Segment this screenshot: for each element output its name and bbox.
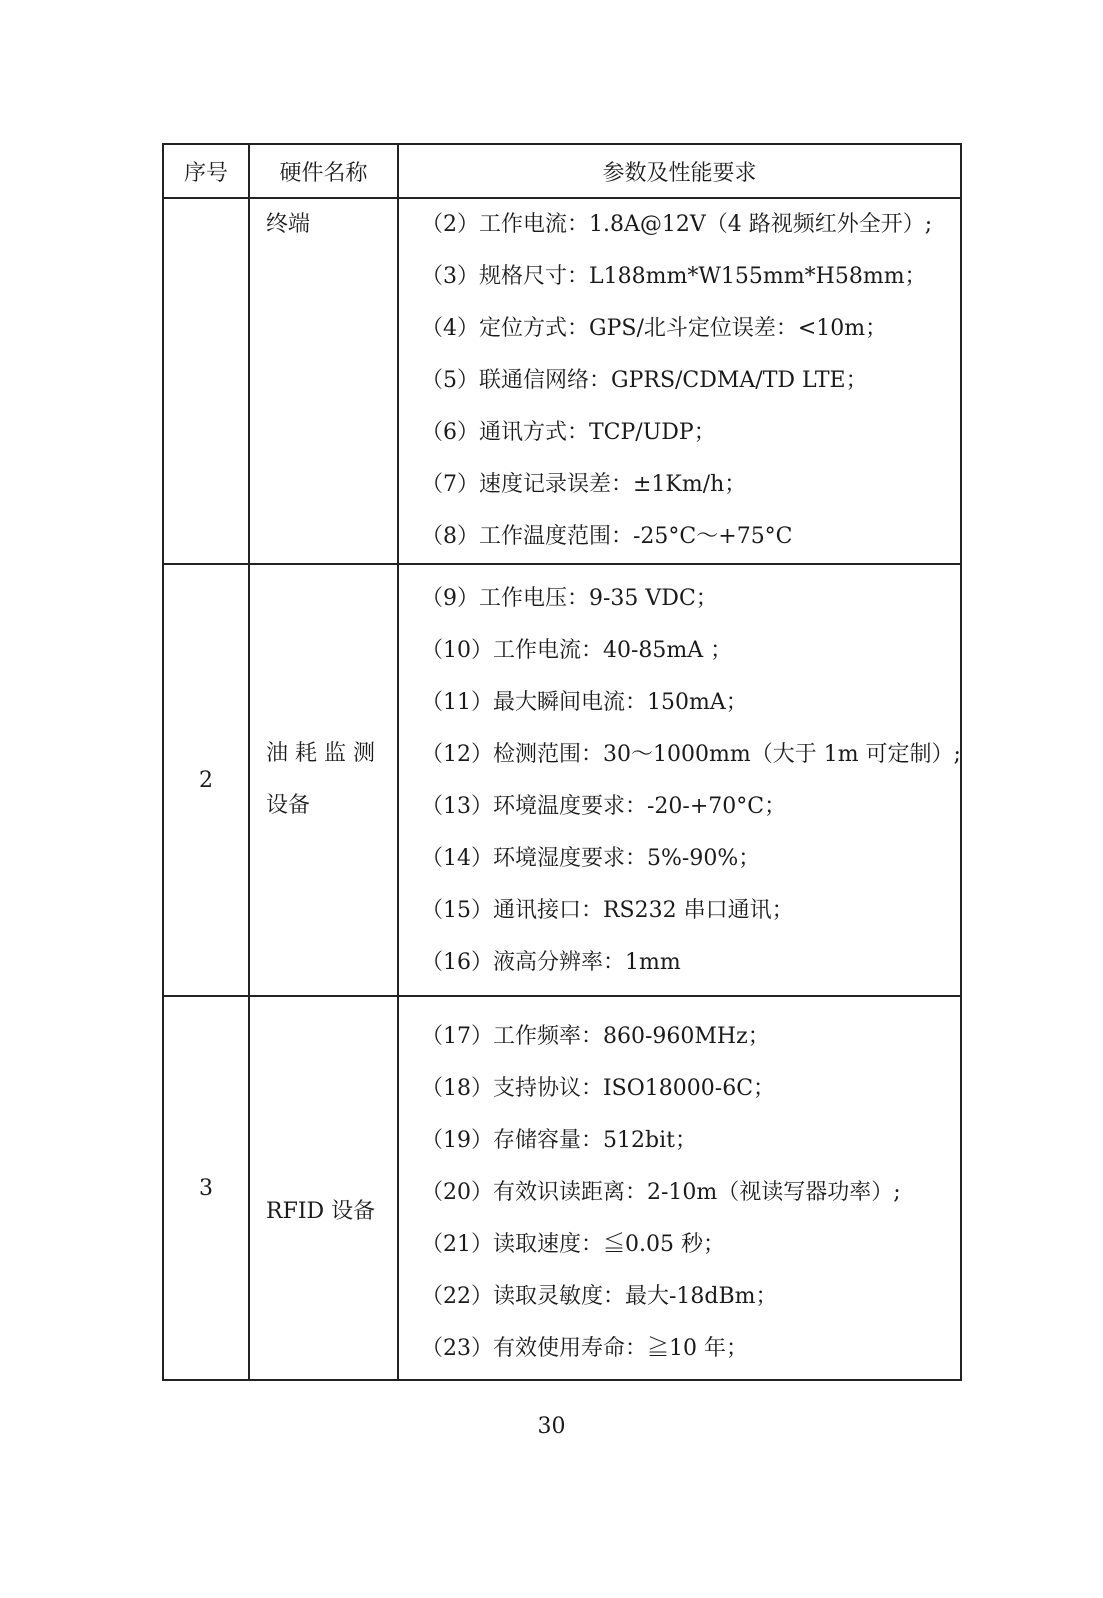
row-hardware-name bbox=[249, 564, 398, 996]
param-line: （11）最大瞬间电流：150mA； bbox=[421, 690, 748, 715]
row-seq: 2 bbox=[163, 564, 249, 996]
table-row bbox=[163, 996, 961, 1380]
param-line: （18）支持协议：ISO18000-6C； bbox=[421, 1076, 776, 1101]
header-hardware-name: 硬件名称 bbox=[249, 144, 398, 198]
header-params: 参数及性能要求 bbox=[398, 144, 961, 198]
param-line: （2）工作电流：1.8A@12V（4 路视频红外全开）; bbox=[421, 212, 933, 237]
param-line: （5）联通信网络：GPRS/CDMA/TD LTE； bbox=[421, 368, 868, 393]
param-line: （16）液高分辨率：1mm bbox=[421, 950, 681, 975]
param-line: （9）工作电压：9-35 VDC； bbox=[421, 586, 718, 611]
param-line: （10）工作电流：40-85mA ； bbox=[421, 638, 733, 663]
param-line: （7）速度记录误差：±1Km/h； bbox=[421, 472, 747, 497]
param-line: （22）读取灵敏度：最大-18dBm； bbox=[421, 1284, 778, 1309]
hardware-name-text: RFID 设备 bbox=[266, 1199, 376, 1224]
page-number: 30 bbox=[537, 1414, 566, 1439]
header-seq: 序号 bbox=[163, 144, 249, 198]
param-line: （6）通讯方式：TCP/UDP； bbox=[421, 420, 716, 445]
param-line: （13）环境温度要求：-20-+70°C； bbox=[421, 794, 787, 819]
param-line: （14）环境湿度要求：5%-90%； bbox=[421, 846, 761, 871]
param-line: （20）有效识读距离：2-10m（视读写器功率）; bbox=[421, 1180, 901, 1205]
param-line: （12）检测范围：30～1000mm（大于 1m 可定制）; bbox=[421, 742, 961, 767]
table-row bbox=[163, 564, 961, 996]
param-line: （8）工作温度范围：-25°C～+75°C bbox=[421, 524, 793, 549]
row-hardware-name bbox=[249, 996, 398, 1380]
row-params bbox=[398, 564, 961, 996]
row-seq bbox=[163, 198, 249, 564]
param-line: （3）规格尺寸：L188mm*W155mm*H58mm； bbox=[421, 264, 927, 289]
hardware-name-text: 终端 bbox=[266, 212, 311, 237]
table-row bbox=[163, 198, 961, 564]
row-hardware-name bbox=[249, 198, 398, 564]
param-line: （21）读取速度：≦0.05 秒； bbox=[421, 1232, 725, 1257]
param-line: （17）工作频率：860-960MHz； bbox=[421, 1024, 770, 1049]
param-line: （15）通讯接口：RS232 串口通讯； bbox=[421, 898, 794, 923]
param-line: （4）定位方式：GPS/北斗定位误差：<10m； bbox=[421, 316, 888, 341]
param-line: （23）有效使用寿命：≧10 年； bbox=[421, 1336, 748, 1361]
spec-table bbox=[162, 143, 962, 1381]
table-header-row bbox=[163, 144, 961, 198]
row-seq: 3 bbox=[163, 996, 249, 1380]
hardware-name-text: 油 耗 监 测 设备 bbox=[266, 741, 375, 818]
row-params bbox=[398, 198, 961, 564]
row-params bbox=[398, 996, 961, 1380]
param-line: （19）存储容量：512bit； bbox=[421, 1128, 697, 1153]
